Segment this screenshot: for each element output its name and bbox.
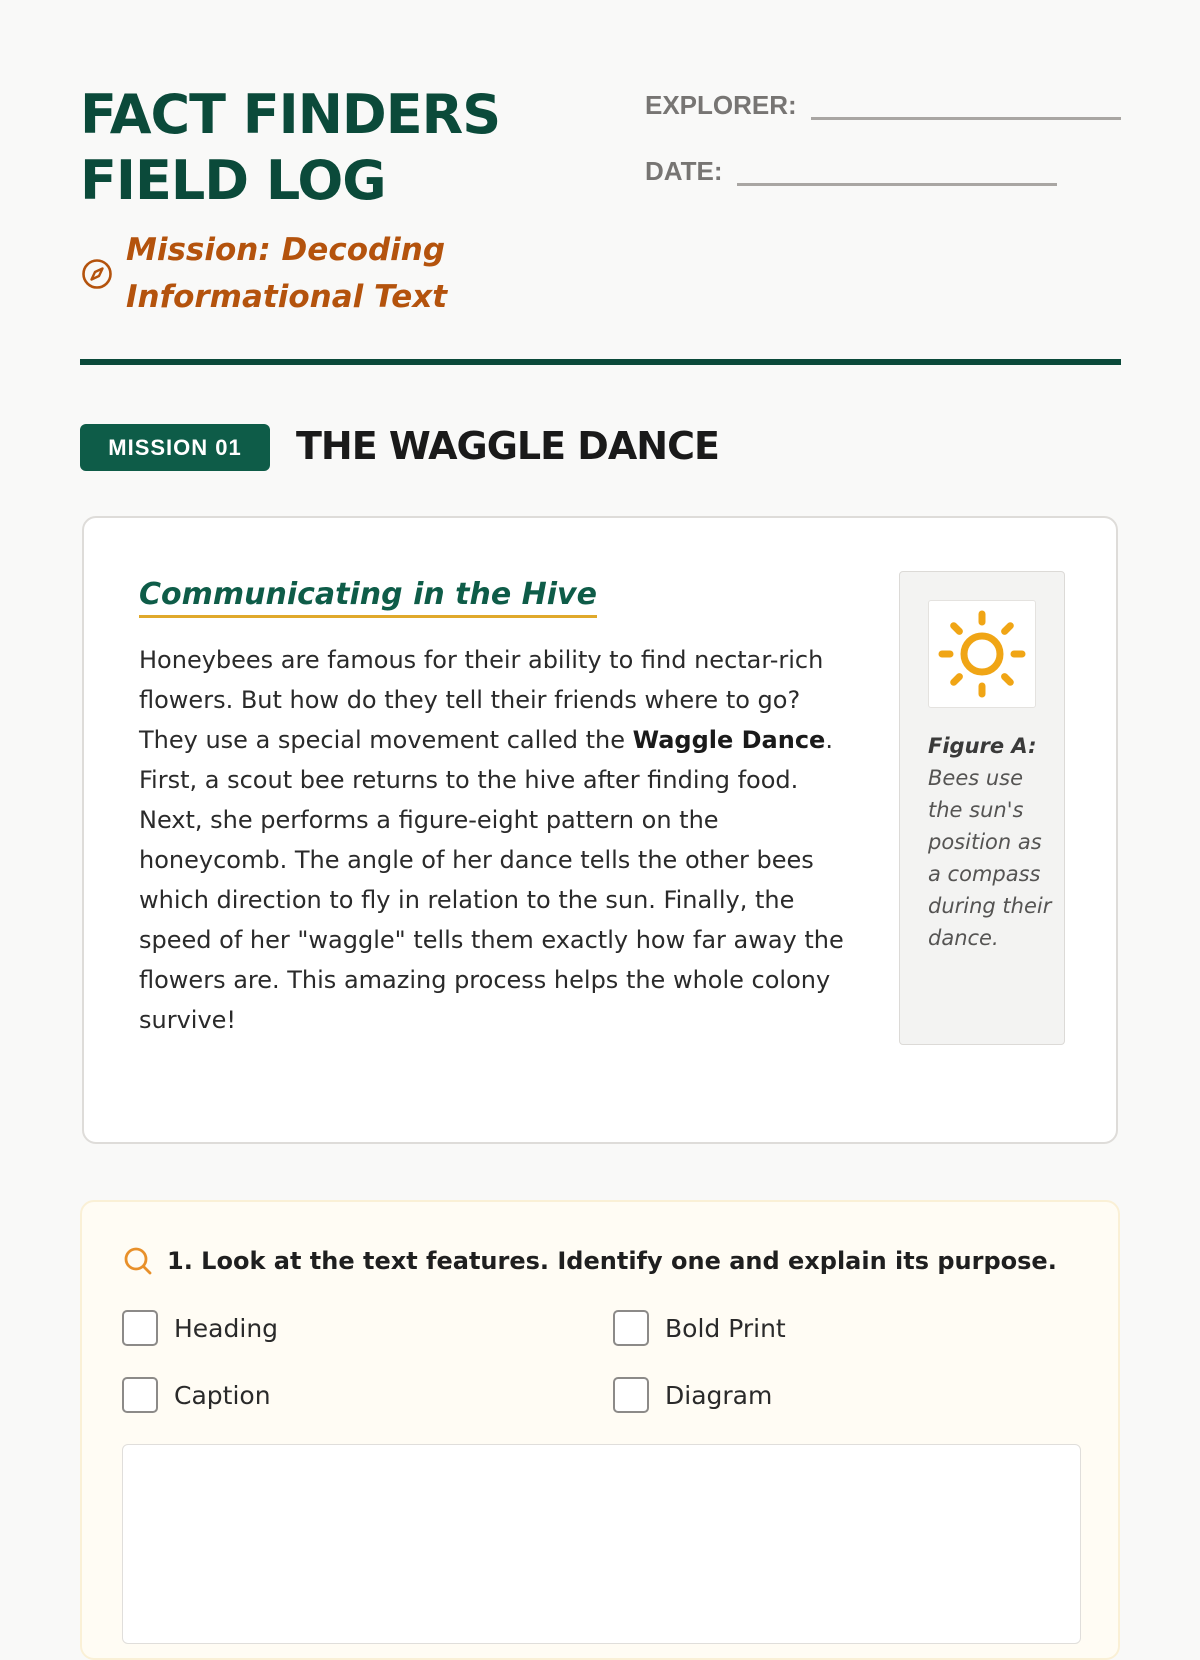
article-bold-term: Waggle Dance <box>632 726 826 754</box>
checkbox-diagram[interactable] <box>613 1377 649 1413</box>
mission-subtitle-line-1: Mission: Decoding <box>126 232 446 268</box>
option-diagram[interactable] <box>613 1377 772 1413</box>
explorer-row <box>645 84 1121 120</box>
option-label: Diagram <box>665 1380 773 1410</box>
explorer-field[interactable] <box>811 117 1121 120</box>
page-title-line-2: FIELD LOG <box>80 149 386 212</box>
question-text: 1. Look at the text features. Identify one and explain its purpose. <box>167 1247 1057 1275</box>
question-header <box>122 1245 1057 1277</box>
option-label: Caption <box>174 1380 271 1410</box>
mission-title: THE WAGGLE DANCE <box>296 424 719 468</box>
page-title <box>80 82 500 214</box>
figure-a <box>899 571 1065 1045</box>
mission-subtitle-line-2: Informational Text <box>126 279 448 315</box>
compass-icon <box>80 257 114 291</box>
checkbox-bold-print[interactable] <box>613 1310 649 1346</box>
date-row <box>645 150 1121 186</box>
option-heading[interactable] <box>122 1310 278 1346</box>
option-caption[interactable] <box>122 1377 271 1413</box>
checkbox-heading[interactable] <box>122 1310 158 1346</box>
article-body-text-continued: . First, a scout bee returns to the hive after finding food. Next, she performs a figure-eight pattern on the honeycomb. The angle of her dance tells the other bees which direction to fly in relation to the sun. Finally, the speed of her "waggle" tells them exactly how far away the flowers are. This amazing process helps the whole colony survive! <box>139 726 844 1034</box>
article-body-text: Honeybees are famous for their ability to find nectar-rich flowers. But how do they tell their friends where to go? They use a special movement called the <box>139 646 824 754</box>
figure-image <box>928 600 1036 708</box>
checkbox-caption[interactable] <box>122 1377 158 1413</box>
option-label: Bold Print <box>665 1313 786 1343</box>
date-field[interactable] <box>737 183 1057 186</box>
article-card <box>82 516 1118 1144</box>
question-card <box>80 1200 1120 1660</box>
figure-label: Figure A: <box>928 734 1037 758</box>
page-title-line-1: FACT FINDERS <box>80 83 501 146</box>
date-label: DATE: <box>645 156 723 186</box>
student-info <box>645 84 1121 216</box>
article-body <box>139 640 854 1040</box>
figure-caption-text: Bees use the sun's position as a compass during their dance. <box>928 766 1052 950</box>
article-heading: Communicating in the Hive <box>139 575 597 618</box>
sun-icon <box>930 602 1034 706</box>
explorer-label: EXPLORER: <box>645 90 797 120</box>
answer-textarea[interactable] <box>122 1444 1081 1644</box>
option-label: Heading <box>174 1313 279 1343</box>
figure-caption <box>928 730 1053 954</box>
search-icon <box>122 1245 154 1277</box>
option-bold-print[interactable] <box>613 1310 786 1346</box>
header-divider <box>80 359 1121 365</box>
mission-badge: MISSION 01 <box>80 424 270 471</box>
mission-subtitle <box>80 227 447 321</box>
